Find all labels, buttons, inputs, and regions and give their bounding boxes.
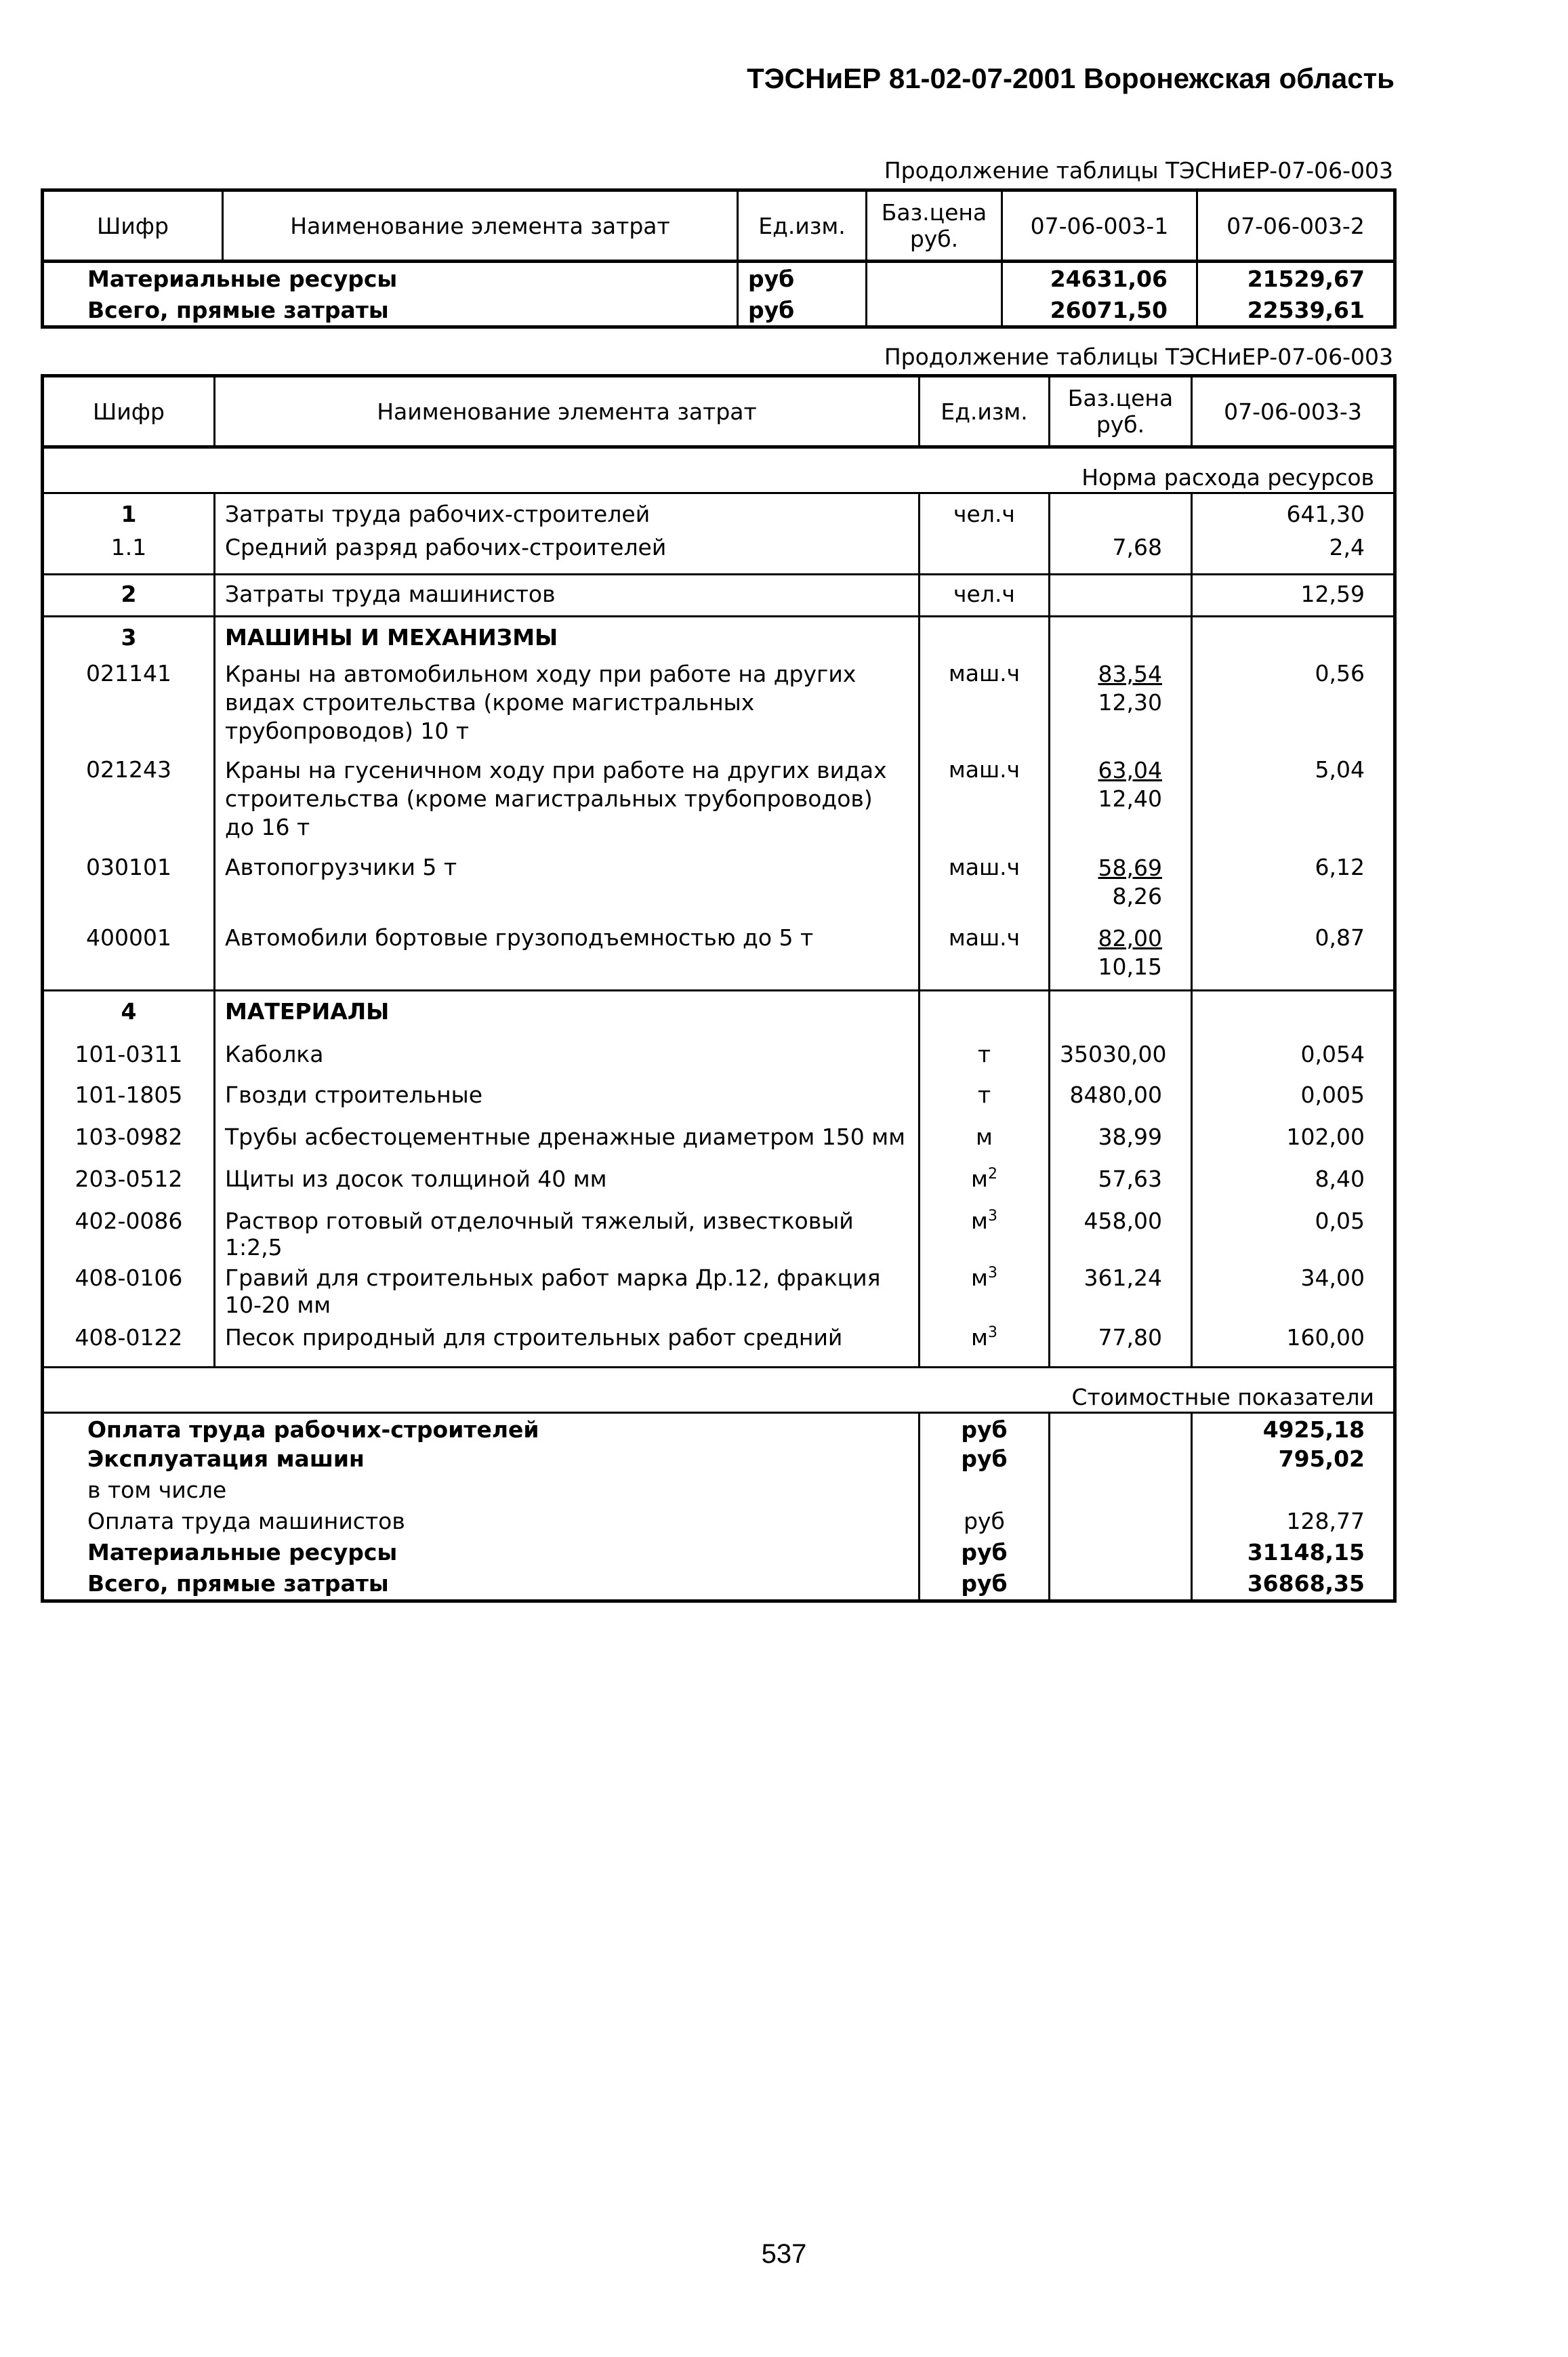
row-code: 400001 [43, 920, 215, 991]
unit-base: м [971, 1207, 988, 1234]
row-name: Краны на автомобильном ходу при работе на других видах строительства (кроме магистральных трубопроводов) 10 т [215, 656, 920, 752]
row-price: 38,99 [1050, 1118, 1192, 1160]
row-name: Песок природный для строительных работ средний [215, 1324, 920, 1368]
row-price [1050, 617, 1192, 656]
row-unit: маш.ч [920, 656, 1050, 752]
unit-exponent: 3 [987, 1207, 997, 1225]
row-price: 361,24 [1050, 1261, 1192, 1324]
total-unit: руб [920, 1413, 1050, 1446]
total-name: Оплата труда машинистов [43, 1508, 920, 1539]
total-value: 31148,15 [1247, 1538, 1365, 1565]
col-header-base-price: Баз.цена руб. [1050, 376, 1192, 447]
table-row [43, 920, 1395, 991]
row-price [1050, 991, 1192, 1033]
row-price [1050, 575, 1192, 617]
table-row [43, 656, 1395, 752]
price-underlined: 63,04 [1098, 756, 1162, 783]
row-name: Щиты из досок толщиной 40 мм [215, 1160, 920, 1202]
total-unit: руб [920, 1539, 1050, 1570]
table-row [43, 752, 1395, 850]
row-code: 1 [43, 493, 215, 534]
total-unit: руб [920, 1446, 1050, 1477]
total-name: Всего, прямые затраты [43, 1570, 920, 1601]
row-code: 101-0311 [43, 1033, 215, 1076]
document-header: ТЭСНиЕР 81-02-07-2001 Воронежская область [747, 62, 1395, 94]
row-code: 1.1 [43, 534, 215, 575]
total-unit: руб [920, 1508, 1050, 1539]
row-value: 34,00 [1300, 1264, 1365, 1291]
band-row [43, 447, 1395, 493]
total-price [1050, 1570, 1192, 1601]
unit-base: м [971, 1264, 988, 1291]
row-price [1050, 850, 1192, 920]
row-name: Средний разряд рабочих-строителей [215, 534, 920, 575]
row-value: 5,04 [1315, 756, 1365, 783]
col-header-name: Наименование элемента затрат [223, 190, 738, 262]
row-name: Гравий для строительных работ марка Др.12, фракция 10-20 мм [215, 1261, 920, 1324]
price-underlined: 83,54 [1098, 660, 1162, 687]
total-price [1050, 1508, 1192, 1539]
total-price [1050, 1446, 1192, 1477]
table-row [43, 1118, 1395, 1160]
price-secondary: 8,26 [1112, 882, 1162, 909]
table-row [43, 1076, 1395, 1118]
total-row [43, 1413, 1395, 1446]
row-code: 408-0122 [43, 1324, 215, 1368]
row-name: Каболка [215, 1033, 920, 1076]
row-unit: т [920, 1076, 1050, 1118]
col-header-code: Шифр [43, 376, 215, 447]
row-price [1050, 920, 1192, 991]
table-row [43, 493, 1395, 534]
col-header-07-06-003-3: 07-06-003-3 [1192, 376, 1395, 447]
row-name: Автопогрузчики 5 т [215, 850, 920, 920]
unit-exponent: 3 [987, 1324, 997, 1341]
col-header-unit: Ед.изм. [920, 376, 1050, 447]
unit-base: м [971, 1165, 988, 1192]
row-value: 0,05 [1315, 1207, 1365, 1234]
row-code: 021243 [43, 752, 215, 850]
price-underlined: 58,69 [1098, 854, 1162, 881]
row-name: Гвозди строительные [215, 1076, 920, 1118]
row-value [1192, 617, 1395, 656]
row-price [1050, 752, 1192, 850]
unit-exponent: 2 [987, 1165, 997, 1183]
col-header-unit: Ед.изм. [738, 190, 867, 262]
row-unit: чел.ч [920, 493, 1050, 534]
total-value: 36868,35 [1247, 1570, 1365, 1597]
row-name: Материальные ресурсы [43, 262, 738, 295]
total-value [1192, 1477, 1395, 1508]
section-title: МАТЕРИАЛЫ [215, 991, 920, 1033]
row-value: 2,4 [1192, 534, 1395, 575]
price-secondary: 12,30 [1098, 689, 1162, 716]
row-unit [920, 1202, 1050, 1261]
row-unit [920, 1261, 1050, 1324]
row-unit: маш.ч [920, 850, 1050, 920]
table1-caption: Продолжение таблицы ТЭСНиЕР-07-06-003 [884, 157, 1393, 184]
total-row [43, 1477, 1395, 1508]
page-number: 537 [761, 2239, 807, 2269]
row-value: 12,59 [1192, 575, 1395, 617]
table-row [43, 1033, 1395, 1076]
row-code: 4 [43, 991, 215, 1033]
row-price: 7,68 [1050, 534, 1192, 575]
row-price: 8480,00 [1050, 1076, 1192, 1118]
row-unit: маш.ч [920, 920, 1050, 991]
row-value: 0,054 [1300, 1040, 1365, 1067]
table1 [41, 188, 1397, 329]
row-unit: руб [738, 294, 867, 327]
row-value: 8,40 [1315, 1165, 1365, 1192]
total-name: Оплата труда рабочих-строителей [43, 1413, 920, 1446]
col-header-07-06-003-1: 07-06-003-1 [1002, 190, 1197, 262]
row-price [867, 262, 1002, 295]
row-value: 0,005 [1300, 1081, 1365, 1108]
table2-caption: Продолжение таблицы ТЭСНиЕР-07-06-003 [884, 344, 1393, 370]
row-value: 160,00 [1286, 1324, 1365, 1351]
col-header-name: Наименование элемента затрат [215, 376, 920, 447]
col-header-07-06-003-2: 07-06-003-2 [1197, 190, 1395, 262]
total-price [1050, 1413, 1192, 1446]
row-code: 3 [43, 617, 215, 656]
col-header-base-price: Баз.цена руб. [867, 190, 1002, 262]
row-code: 030101 [43, 850, 215, 920]
row-unit [920, 1160, 1050, 1202]
row-price [1050, 656, 1192, 752]
total-unit: руб [920, 1570, 1050, 1601]
row-name: Всего, прямые затраты [43, 294, 738, 327]
table2 [41, 374, 1397, 1603]
total-row [43, 1539, 1395, 1570]
table-row [43, 1160, 1395, 1202]
total-value: 795,02 [1278, 1445, 1365, 1472]
table-row [43, 262, 1395, 295]
row-code: 103-0982 [43, 1118, 215, 1160]
row-value-b: 21529,67 [1247, 265, 1365, 292]
row-name: Трубы асбестоцементные дренажные диаметром 150 мм [215, 1118, 920, 1160]
row-unit [920, 991, 1050, 1033]
total-row [43, 1570, 1395, 1601]
row-name: Автомобили бортовые грузоподъемностью до 5 т [215, 920, 920, 991]
col-header-code: Шифр [43, 190, 223, 262]
row-unit: руб [738, 262, 867, 295]
row-unit [920, 1324, 1050, 1368]
row-value-a: 26071,50 [1002, 294, 1197, 327]
table-row [43, 850, 1395, 920]
table-row [43, 1324, 1395, 1368]
total-row [43, 1508, 1395, 1539]
row-value-a: 24631,06 [1002, 262, 1197, 295]
row-unit: т [920, 1033, 1050, 1076]
band-row [43, 1368, 1395, 1413]
row-code: 402-0086 [43, 1202, 215, 1261]
row-value [1192, 991, 1395, 1033]
row-value: 641,30 [1286, 501, 1365, 527]
row-name: Затраты труда рабочих-строителей [215, 493, 920, 534]
row-value-b: 22539,61 [1247, 296, 1365, 323]
table-row [43, 534, 1395, 575]
total-price [1050, 1539, 1192, 1570]
row-unit [920, 534, 1050, 575]
total-value: 4925,18 [1262, 1416, 1365, 1443]
row-code: 203-0512 [43, 1160, 215, 1202]
row-price: 458,00 [1050, 1202, 1192, 1261]
price-secondary: 10,15 [1098, 953, 1162, 980]
section-title: МАШИНЫ И МЕХАНИЗМЫ [215, 617, 920, 656]
total-name: Эксплуатация машин [43, 1446, 920, 1477]
row-code: 101-1805 [43, 1076, 215, 1118]
row-name: Раствор готовый отделочный тяжелый, известковый 1:2,5 [215, 1202, 920, 1261]
unit-base: м [971, 1324, 988, 1351]
row-code: 021141 [43, 656, 215, 752]
row-code: 2 [43, 575, 215, 617]
row-value: 0,56 [1315, 659, 1365, 686]
table-row [43, 991, 1395, 1033]
total-row [43, 1446, 1395, 1477]
row-value: 102,00 [1286, 1123, 1365, 1150]
price-secondary: 12,40 [1098, 785, 1162, 812]
table-row [43, 575, 1395, 617]
unit-exponent: 3 [987, 1264, 997, 1282]
band-norm-label: Норма расхода ресурсов [43, 447, 1395, 493]
table-row [43, 617, 1395, 656]
row-value: 0,87 [1192, 920, 1395, 991]
total-price [1050, 1477, 1192, 1508]
total-name: Материальные ресурсы [43, 1539, 920, 1570]
price-underlined: 82,00 [1098, 924, 1162, 951]
table-row [43, 1202, 1395, 1261]
table-row [43, 1261, 1395, 1324]
band-cost-label: Стоимостные показатели [43, 1368, 1395, 1413]
row-code: 408-0106 [43, 1261, 215, 1324]
total-name: в том числе [43, 1477, 920, 1508]
row-price: 35030,00 [1050, 1033, 1192, 1076]
total-value: 128,77 [1286, 1507, 1365, 1534]
total-unit [920, 1477, 1050, 1508]
row-unit [920, 617, 1050, 656]
row-price: 77,80 [1050, 1324, 1192, 1368]
row-price: 57,63 [1050, 1160, 1192, 1202]
row-value: 6,12 [1315, 853, 1365, 880]
row-price [1050, 493, 1192, 534]
row-name: Затраты труда машинистов [215, 575, 920, 617]
row-unit: чел.ч [920, 575, 1050, 617]
row-unit: маш.ч [920, 752, 1050, 850]
row-price [867, 294, 1002, 327]
table-row [43, 294, 1395, 327]
row-name: Краны на гусеничном ходу при работе на других видах строительства (кроме магистральных трубопроводов) до 16 т [215, 752, 920, 850]
row-unit: м [920, 1118, 1050, 1160]
